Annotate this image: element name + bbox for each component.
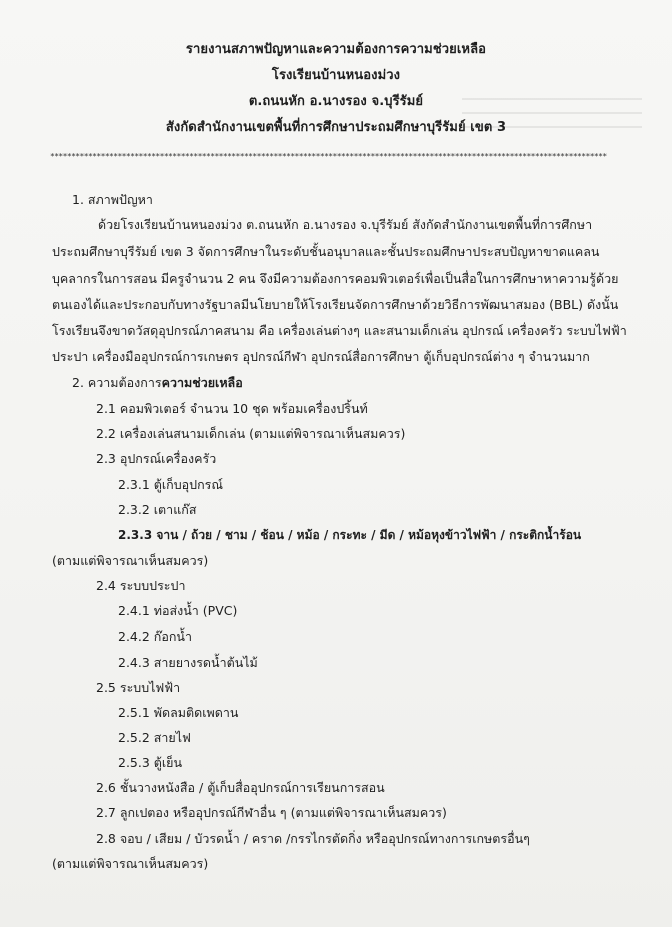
asterisk-divider: ************************************************************************************************************************************ xyxy=(50,152,607,161)
section1-heading: 1. สภาพปัญหา xyxy=(72,192,153,207)
paragraph-line: ด้วยโรงเรียนบ้านหนองม่วง ต.ถนนหัก อ.นางรอง จ.บุรีรัมย์ สังกัดสำนักงานเขตพื้นที่การศึกษา xyxy=(98,217,593,232)
list-item: 2.4 ระบบประปา xyxy=(96,578,186,593)
list-continuation: (ตามแต่พิจารณาเห็นสมควร) xyxy=(52,553,209,568)
list-subitem: 2.4.2 ก๊อกน้ำ xyxy=(118,629,192,644)
list-item: 2.7 ลูกเปตอง หรืออุปกรณ์กีฬาอื่น ๆ (ตามแต่พิจารณาเห็นสมควร) xyxy=(96,805,447,820)
list-subitem: 2.3.3 จาน / ถ้วย / ชาม / ช้อน / หม้อ / กระทะ / มีด / หม้อหุงข้าวไฟฟ้า / กระติกน้ำร้อน xyxy=(118,528,582,542)
list-subitem: 2.4.3 สายยางรดน้ำต้นไม้ xyxy=(118,655,258,670)
report-title: รายงานสภาพปัญหาและความต้องการความช่วยเหลือ xyxy=(185,42,487,57)
paragraph-line: ประปา เครื่องมืออุปกรณ์การเกษตร อุปกรณ์กีฬา อุปกรณ์สื่อการศึกษา ตู้เก็บอุปกรณ์ต่าง ๆ จำนวนมาก xyxy=(52,349,590,364)
list-subitem: 2.5.3 ตู้เย็น xyxy=(118,755,183,770)
list-subitem: 2.5.1 พัดลมติดเพดาน xyxy=(118,705,239,720)
affiliation: สังกัดสำนักงานเขตพื้นที่การศึกษาประถมศึกษาบุรีรัมย์ เขต 3 xyxy=(165,120,507,135)
paragraph-line: บุคลากรในการสอน มีครูจำนวน 2 คน จึงมีความต้องการคอมพิวเตอร์เพื่อเป็นสื่อในการศึกษาหาความรู้ด้วย xyxy=(52,271,619,286)
list-subitem: 2.4.1 ท่อส่งน้ำ (PVC) xyxy=(118,603,238,618)
section2-heading xyxy=(72,375,243,391)
list-item: 2.6 ชั้นวางหนังสือ / ตู้เก็บสื่ออุปกรณ์การเรียนการสอน xyxy=(96,780,385,795)
list-subitem: 2.5.2 สายไฟ xyxy=(118,730,191,745)
list-subitem: 2.3.1 ตู้เก็บอุปกรณ์ xyxy=(118,477,223,492)
school-address: ต.ถนนหัก อ.นางรอง จ.บุรีรัมย์ xyxy=(248,94,424,109)
list-item: 2.8 จอบ / เสียม / บัวรดน้ำ / คราด /กรรไกรตัดกิ่ง หรืออุปกรณ์ทางการเกษตรอื่นๆ xyxy=(96,831,530,846)
section2-heading-prefix: 2. ความต้องการ xyxy=(72,375,162,390)
paragraph-line: ประถมศึกษาบุรีรัมย์ เขต 3 จัดการศึกษาในระดับชั้นอนุบาลและชั้นประถมศึกษาประสบปัญหาขาดแคลน xyxy=(52,244,600,259)
paragraph-line: โรงเรียนจึงขาดวัสดุอุปกรณ์ภาคสนาม คือ เครื่องเล่นต่างๆ และสนามเด็กเล่น อุปกรณ์ เครื่องครัว ระบบไฟฟ้า xyxy=(52,323,627,338)
list-item: 2.3 อุปกรณ์เครื่องครัว xyxy=(96,451,217,466)
section2-heading-bold: ความช่วยเหลือ xyxy=(161,375,243,390)
list-item: 2.1 คอมพิวเตอร์ จำนวน 10 ชุด พร้อมเครื่องปริ้นท์ xyxy=(96,401,368,416)
list-item: 2.2 เครื่องเล่นสนามเด็กเล่น (ตามแต่พิจารณาเห็นสมควร) xyxy=(96,426,406,441)
list-continuation: (ตามแต่พิจารณาเห็นสมควร) xyxy=(52,856,209,871)
paragraph-line: ตนเองได้และประกอบกับทางรัฐบาลมีนโยบายให้โรงเรียนจัดการศึกษาด้วยวิธีการพัฒนาสมอง (BBL) ดังนั้น xyxy=(52,297,619,312)
list-subitem: 2.3.2 เตาแก๊ส xyxy=(118,502,197,517)
list-item: 2.5 ระบบไฟฟ้า xyxy=(96,680,181,695)
school-name: โรงเรียนบ้านหนองม่วง xyxy=(271,68,401,83)
